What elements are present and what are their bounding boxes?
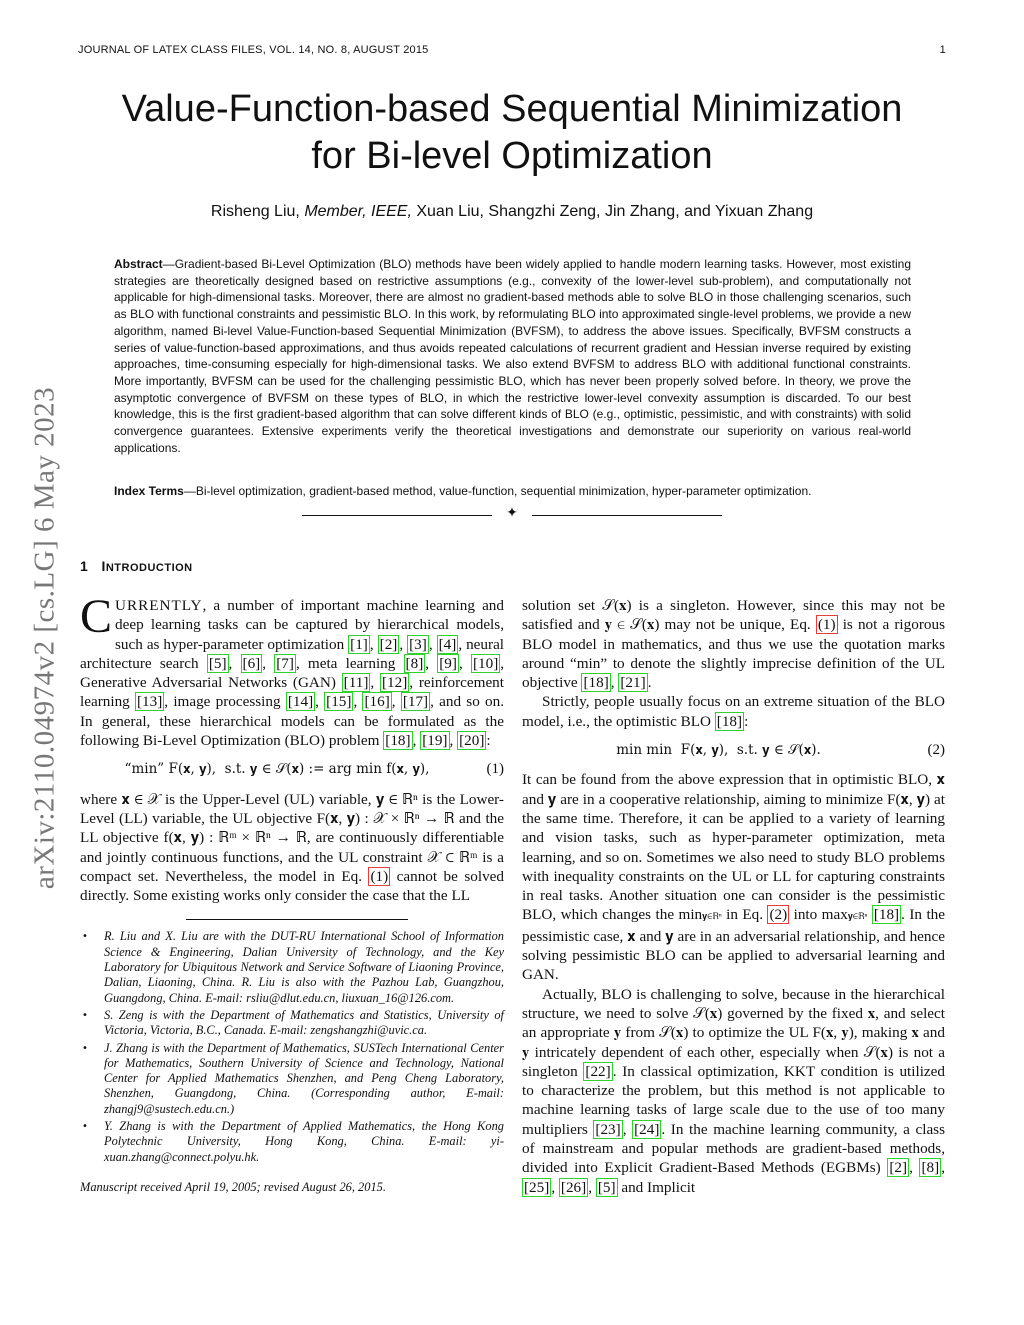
right-column [522,596,945,1197]
intro-smallcaps: URRENTLY [115,597,203,614]
citation-link[interactable]: [25] [524,1178,550,1196]
citation-link[interactable]: [6] [242,654,261,672]
equation-2 [522,741,945,760]
divider-line-right [532,515,722,516]
section-divider [302,505,722,524]
citation-link[interactable]: [18] [385,732,411,750]
citation-link[interactable]: [1] [350,635,368,653]
intro-paragraph-1: CURRENTLY, a number of important machine learning and deep learning tasks can be captured by hierarchical models, such as hyper-parameter optimization [1] , [2] , [3] , [4] , neural architecture search [5] , [6] , [7] , meta learning [8] , [9] , [10] , Generative Adversarial Networks (GAN) [11] , [12] , reinforcement learning [13] , image processing [14] , [15] , [16] , [17] , and so on. In general, these hierarchical models can be formulated as the following Bi-Level Optimization (BLO) problem [18] , [19] , [20] : [80,590,505,750]
citation-link[interactable]: [11] [343,674,369,692]
abstract-label: Abstract [114,257,163,271]
citation-link[interactable]: [13] [136,693,163,711]
citation-link[interactable]: [18] [873,906,900,924]
abstract-text: —Gradient-based Bi-Level Optimization (BLO) methods have been widely applied to handle modern learning tasks. However, most existing strategies are theoretically designed based on restrictive assumptions (e.g., convexity of the lower-level sub-problem), and computationally not applicable for high-dimensional tasks. Moreover, there are almost no gradient-based methods able to solve BLO in those challenging scenarios, such as BLO with functional constraints and pessimistic BLO. In this work, by reformulating BLO into approximated single-level problems, we provide a new algorithm, named Bi-level Value-Function-based Sequential Minimization (BVFSM), to address the above issues. Specifically, BVFSM constructs a series of value-function-based approximations, and thus avoids repeated calculations of recurrent gradient and Hessian inverse required by existing approaches, time-consuming especially for high-dimensional tasks. We also extend BVFSM to address BLO with additional functional constraints. More importantly, BVFSM can be used for the challenging pessimistic BLO, which has never been properly solved before. In theory, we prove the asymptotic convergence of BVFSM on these types of BLO, in which the restrictive lower-level convexity assumption is discarded. To our best knowledge, this is the first gradient-based algorithm that can solve different kinds of BLO (e.g., optimistic, pessimistic, and with constraints) with solid convergence guarantees. Extensive experiments verify the theoretical investigations and demonstrate our superiority on various real-world applications. [114,257,911,455]
citation-link[interactable]: [14] [287,693,314,711]
citation-link[interactable]: [15] [326,693,352,711]
right-paragraph-1: solution set 𝒮(𝐱) is a singleton. However, since this may not be satisfied and 𝐲 ∈ 𝒮(𝐱) may not be unique, Eq. (1) is not a rigorous BLO model in mathematics, and thus we use the quotation marks around “min” to denote the slightly imprecise definition of the UL objective [18] , [21] . [522,597,945,692]
divider-line-left [302,515,492,516]
abstract [114,256,911,456]
drop-cap: C [80,590,113,643]
citation-link[interactable]: [9] [439,654,457,672]
left-column [80,590,505,1197]
right-paragraph-2: Strictly, people usually focus on an extreme situation of the BLO model, i.e., the optimistic BLO [18] : [522,693,945,730]
citation-link[interactable]: [3] [409,635,427,653]
citation-link[interactable]: [18] [716,712,743,730]
section-title-first: I [101,558,106,574]
equation-2-body: min min F(𝐱, 𝐲), s.t. 𝐲 ∈ 𝒮(𝐱). [616,742,821,759]
paper-title [60,86,964,180]
title-line-2: for Bi-level Optimization [311,135,713,177]
citation-link[interactable]: [24] [634,1120,660,1138]
title-line-1: Value-Function-based Sequential Minimization [121,88,903,130]
citation-link[interactable]: [23] [595,1120,621,1138]
citation-link[interactable]: [12] [381,674,408,692]
footnotes [80,929,504,1164]
right-paragraph-4: Actually, BLO is challenging to solve, because in the hierarchical structure, we need to solve 𝒮(𝐱) governed by the fixed 𝐱, and select an appropriate 𝐲 from 𝒮(𝐱) to optimize the UL F(𝐱, 𝐲), making 𝐱 and 𝐲 intricately dependent of each other, especially when 𝒮(𝐱) is not a singleton [22] . In classical optimization, KKT condition is utilized to characterize the problem, but this method is not applicable to machine learning tasks of large scale due to the use of too many multipliers [23] , [24] . In the machine learning community, a class of mainstream and popular methods are gradient-based methods, divided into Explicit Gradient-Based Methods (EGBMs) [2] , [8] , [25] , [26] , [5] and Implicit [522,985,946,1196]
footnote-item: • S. Zeng is with the Department of Mathematics and Statistics, University of Victoria, Victoria, B.C., Canada. E-mail: zengshangzhi@uvic.ca. [80,1008,504,1039]
section-title-rest: NTRODUCTION [105,562,193,574]
footnote-item: • R. Liu and X. Liu are with the DUT-RU International School of Information Science & Engineering, Dalian University of Technology, and the Key Laboratory for Ubiquitous Network and Service Software of Liaoning Province, Dalian, Liaoning, China. R. Liu is also with the Pazhou Lab, Guangzhou, Guangdong, China. E-mail: rsliu@dlut.edu.cn, liuxuan_16@126.com. [80,929,504,1005]
author-list [60,203,964,221]
running-header [78,44,946,64]
index-terms-text: —Bi-level optimization, gradient-based method, value-function, sequential minimization, hyper-parameter optimization. [183,484,812,498]
section-number: 1 [80,558,89,574]
equation-link[interactable]: (1) [817,616,836,634]
equation-link[interactable]: (2) [769,906,788,924]
citation-link[interactable]: [2] [889,1159,908,1177]
equation-link[interactable]: (1) [370,867,389,885]
author-affiliation: Member, IEEE, [304,203,412,220]
section-heading [80,558,193,574]
citation-link[interactable]: [21] [620,674,646,692]
intro-paragraph-2: where 𝐱 ∈ 𝒳 is the Upper-Level (UL) variable, 𝐲 ∈ ℝⁿ is the Lower-Level (LL) variable, the UL objective F(𝐱, 𝐲) : 𝒳 × ℝⁿ → ℝ and the LL objective f(𝐱, 𝐲) : ℝᵐ × ℝⁿ → ℝ, are continuously differentiable and jointly continuous functions, and the UL constraint 𝒳 ⊂ ℝᵐ is a compact set. Nevertheless, the model in Eq. (1) cannot be solved directly. Some existing works only consider the case that the LL [80,790,504,905]
journal-name: JOURNAL OF LATEX CLASS FILES, VOL. 14, NO. 8, AUGUST 2015 [78,44,429,56]
citation-link[interactable]: [4] [438,635,457,653]
citation-link[interactable]: [18] [583,674,609,692]
right-paragraph-3: It can be found from the above expression that in optimistic BLO, 𝐱 and 𝐲 are in a cooperative relationship, aiming to minimize F(𝐱, 𝐲) at the same time. Therefore, it can be applied to a variety of learning and vision tasks, such as hyper-parameter optimization, meta learning, and so on. Sometimes we also need to study BLO problems with inequality constraints on the UL or LL for capturing constraints in real tasks. Another situation one can consider is the pessimistic BLO, which changes the min𝐲∈ℝⁿ in Eq. (2) into max𝐲∈ℝⁿ [18] . In the pessimistic case, 𝐱 and 𝐲 are in an adversarial relationship, and hence solving pessimistic BLO can be applied to adversarial learning and GAN. [522,771,945,984]
equation-1-number: (1) [486,761,504,778]
citation-link[interactable]: [16] [364,693,390,711]
citation-link[interactable]: [10] [472,654,499,672]
equation-2-number: (2) [927,742,945,759]
index-terms-label: Index Terms [114,484,184,498]
author-names-rest: Xuan Liu, Shangzhi Zeng, Jin Zhang, and Yixuan Zhang [416,203,814,220]
index-terms [114,483,911,499]
equation-1 [80,760,504,779]
citation-link[interactable]: [20] [459,732,485,750]
citation-link[interactable]: [5] [597,1178,616,1196]
page-number: 1 [939,44,946,56]
citation-link[interactable]: [7] [276,654,294,672]
footnote-rule [186,919,408,920]
citation-link[interactable]: [22] [585,1062,611,1080]
footnote-item: • Y. Zhang is with the Department of Applied Mathematics, the Hong Kong Polytechnic University, Hong Kong, China. E-mail: yi-xuan.zhang@connect.polyu.hk. [80,1119,504,1165]
citation-link[interactable]: [8] [405,654,424,672]
citation-link[interactable]: [17] [402,693,429,711]
arxiv-id: arXiv:2110.04974v2 [cs.LG] 6 May 2023 [28,386,61,890]
citation-link[interactable]: [8] [921,1159,940,1177]
equation-1-body: “min” F(𝐱, 𝐲), s.t. 𝐲 ∈ 𝒮(𝐱) := arg min f(𝐱, 𝐲), [124,761,430,778]
citation-link[interactable]: [26] [560,1178,587,1196]
footnote-item: • J. Zhang is with the Department of Mathematics, SUSTech International Center for Mathematics, Southern University of Science and Technology, National Center for Applied Mathematics Shenzhen, and Peng Cheng Laboratory, Shenzhen, Guangdong, China. (Corresponding author, E-mail: zhangj9@sustech.edu.cn.) [80,1041,504,1117]
citation-link[interactable]: [5] [208,654,227,672]
citation-link[interactable]: [2] [379,635,398,653]
citation-link[interactable]: [19] [422,732,448,750]
divider-star-icon: ✦ [506,505,518,521]
arxiv-sidebar [20,348,70,928]
author-name-1: Risheng Liu, [210,203,300,220]
manuscript-note: Manuscript received April 19, 2005; revised August 26, 2015. [80,1179,386,1194]
